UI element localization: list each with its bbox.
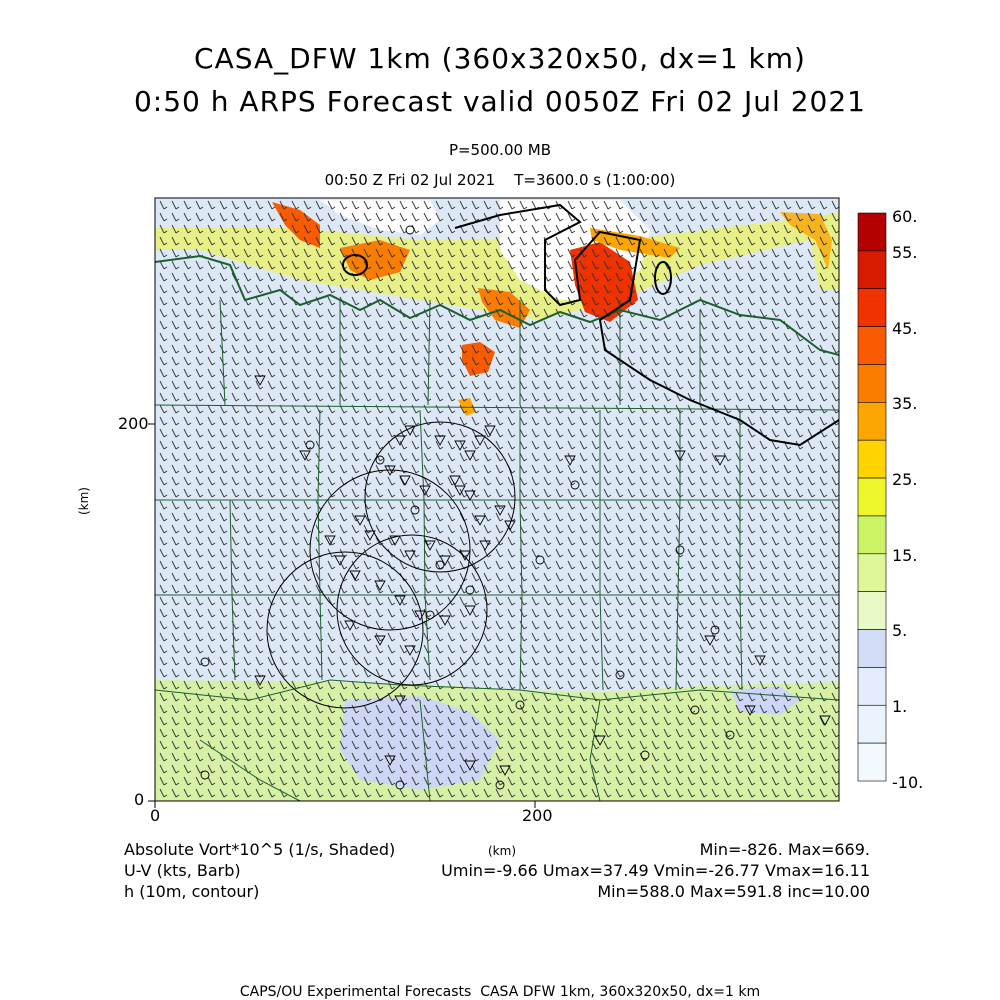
y-axis-label: (km)	[77, 486, 92, 516]
y-tick-200: 200	[118, 414, 149, 433]
y-tick-0: 0	[134, 790, 145, 809]
colorbar-swatch	[858, 554, 886, 592]
chart-title-line1: CASA_DFW 1km (360x320x50, dx=1 km)	[194, 42, 806, 75]
colorbar-swatch	[858, 705, 886, 743]
colorbar-swatch	[858, 743, 886, 781]
pressure-level: P=500.00 MB	[448, 141, 552, 159]
valid-time-line: 00:50 Z Fri 02 Jul 2021 T=3600.0 s (1:00:00)	[324, 171, 676, 189]
x-tick-200: 200	[522, 806, 553, 825]
colorbar-swatch	[858, 516, 886, 554]
colorbar-swatch	[858, 327, 886, 365]
colorbar-swatch	[858, 440, 886, 478]
colorbar-swatch	[858, 630, 886, 668]
colorbar-label: 35.	[892, 394, 918, 413]
height-stats: Min=588.0 Max=591.8 inc=10.00	[597, 882, 870, 901]
colorbar-label: 1.	[892, 697, 908, 716]
field-shaded-label: Absolute Vort*10^5 (1/s, Shaded)	[124, 840, 396, 859]
colorbar-swatch	[858, 402, 886, 440]
x-tick-0: 0	[150, 806, 161, 825]
colorbar-swatch	[858, 213, 886, 251]
chart-title-line2: 0:50 h ARPS Forecast valid 0050Z Fri 02 Jul 2021	[133, 85, 866, 118]
footer-credit: CAPS/OU Experimental Forecasts CASA DFW 1km, 360x320x50, dx=1 km	[239, 984, 761, 1000]
colorbar-swatch	[858, 289, 886, 327]
colorbar-swatch	[858, 667, 886, 705]
wind-stats: Umin=-9.66 Umax=37.49 Vmin=-26.77 Vmax=16.11	[441, 861, 870, 880]
colorbar-label: 15.	[892, 546, 918, 565]
field-contour-label: h (10m, contour)	[124, 882, 260, 901]
colorbar-label: 25.	[892, 470, 918, 489]
plot-area	[155, 198, 839, 801]
colorbar-swatch	[858, 251, 886, 289]
colorbar-label: 5.	[892, 621, 908, 640]
colorbar-swatch	[858, 478, 886, 516]
colorbar	[858, 213, 886, 781]
colorbar-label: 60.	[892, 207, 918, 226]
x-axis-label: (km)	[488, 844, 517, 858]
colorbar-swatch	[858, 364, 886, 402]
field-barb-label: U-V (kts, Barb)	[124, 861, 241, 880]
vort-stats: Min=-826. Max=669.	[699, 840, 870, 859]
colorbar-label: -10.	[892, 773, 924, 792]
colorbar-swatch	[858, 592, 886, 630]
colorbar-label: 55.	[892, 243, 918, 262]
colorbar-label: 45.	[892, 319, 918, 338]
